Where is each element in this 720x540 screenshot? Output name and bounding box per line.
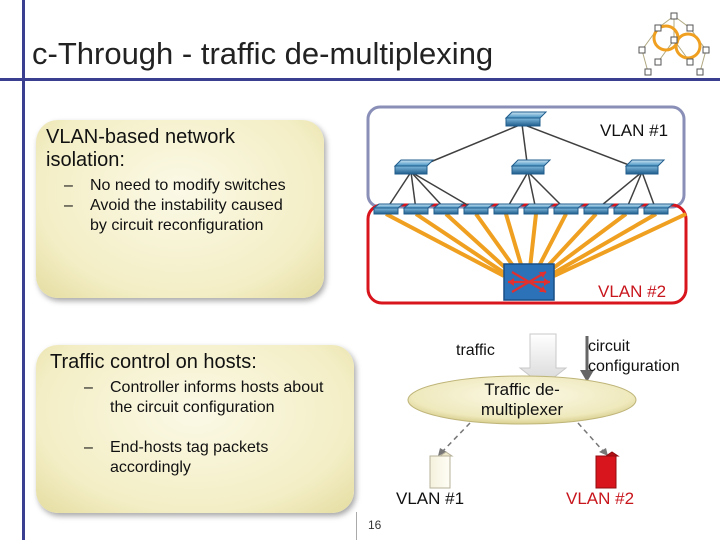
core-switch-icon: [506, 112, 546, 126]
vlan1-packet-icon: [430, 452, 452, 488]
bullet-text: Controller informs hosts about the circuit configuration: [110, 379, 324, 416]
demux-output-lines: [442, 423, 604, 452]
vlan-isolation-heading: VLAN-based network isolation:: [46, 126, 235, 171]
vlan1-region-label: VLAN #1: [600, 121, 669, 140]
output-vlan2-label: VLAN #2: [566, 489, 635, 508]
tor-switch-icon: [524, 204, 553, 214]
tor-switch-icon: [644, 204, 673, 214]
output-vlan1-label: VLAN #1: [396, 489, 465, 508]
tor-switch-icon: [434, 204, 463, 214]
vlan2-packet-icon: [596, 452, 618, 488]
tor-switch-icon: [404, 204, 433, 214]
tor-switch-icon: [584, 204, 613, 214]
aggregation-switch-icon: [626, 160, 664, 174]
bullet-item: – End-hosts tag packets accordingly: [84, 439, 269, 476]
aggregation-switch-icon: [395, 160, 433, 174]
aggregation-switch-icon: [512, 160, 550, 174]
bullet-text: Avoid the instability caused by circuit reconfiguration: [90, 197, 283, 234]
bullet-item: – Avoid the instability caused by circuit reconfiguration: [64, 197, 283, 234]
page-number: 16: [368, 518, 382, 532]
host-traffic-control-heading: Traffic control on hosts:: [50, 351, 257, 373]
optical-circuit-switch-icon: [504, 264, 554, 300]
tor-switch-icon: [494, 204, 523, 214]
bullet-item: – No need to modify switches: [64, 177, 286, 194]
tor-switch-icon: [554, 204, 583, 214]
tor-switch-icon: [614, 204, 643, 214]
circuit-configuration-label: circuit configuration: [588, 338, 680, 375]
tor-switch-icon: [374, 204, 403, 214]
demultiplexer-label: Traffic de-multiplexer: [480, 380, 564, 419]
page-number-divider: [356, 512, 357, 540]
tor-switch-icon: [464, 204, 493, 214]
vlan2-region-label: VLAN #2: [598, 282, 667, 301]
slide-title: c-Through - traffic de-multiplexing: [32, 36, 494, 71]
bullet-text: No need to modify switches: [90, 177, 286, 194]
bullet-item: – Controller informs hosts about the circuit configuration: [84, 379, 324, 416]
bullet-text: End-hosts tag packets accordingly: [110, 439, 269, 476]
traffic-label: traffic: [456, 342, 495, 359]
